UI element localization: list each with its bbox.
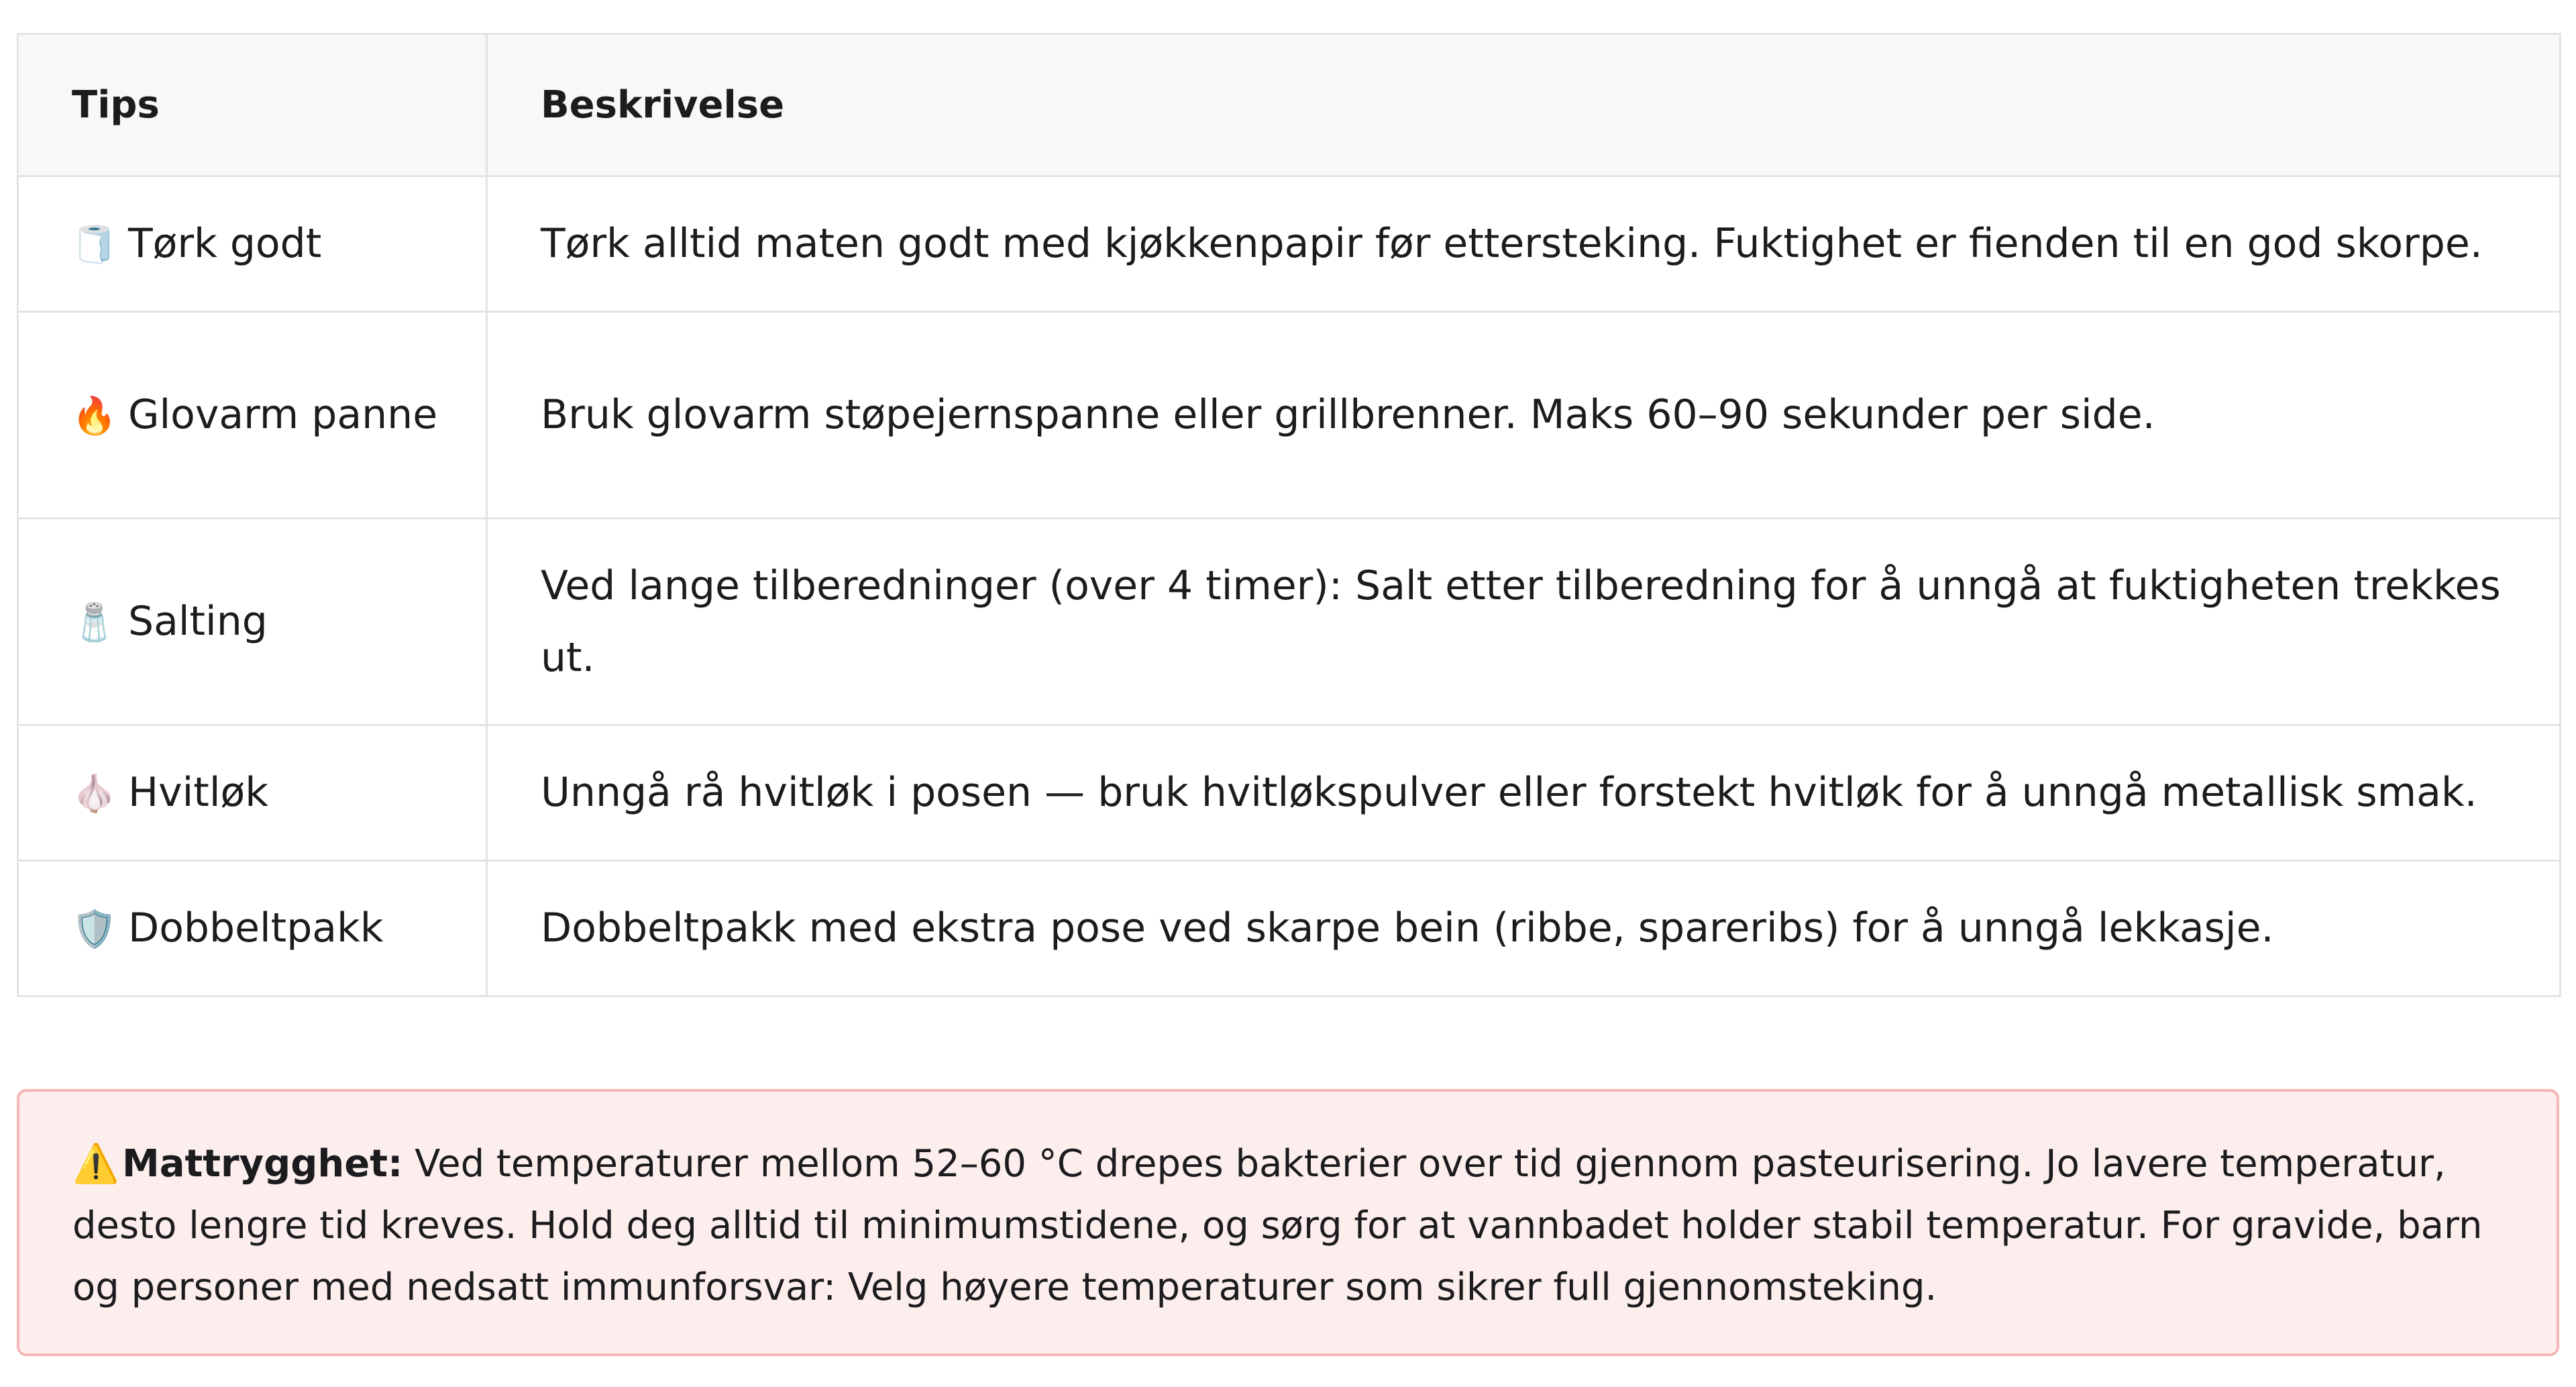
description-cell: Ved lange tilberedninger (over 4 timer): Salt etter tilberedning for å unngå at fuktigheten trekkes ut. bbox=[487, 519, 2561, 725]
tip-cell bbox=[18, 312, 487, 519]
column-header-tips: Tips bbox=[18, 34, 487, 176]
table-row bbox=[18, 519, 2561, 725]
tip-label: Tørk godt bbox=[128, 219, 322, 267]
tip-cell bbox=[18, 519, 487, 725]
paper-roll-icon: 🧻 bbox=[72, 223, 117, 266]
description-cell: Tørk alltid maten godt med kjøkkenpapir før ettersteking. Fuktighet er fienden til en god skorpe. bbox=[487, 176, 2561, 312]
description-cell: Unngå rå hvitløk i posen — bruk hvitløkspulver eller forstekt hvitløk for å unngå metallisk smak. bbox=[487, 725, 2561, 861]
tip-cell bbox=[18, 725, 487, 861]
column-header-description: Beskrivelse bbox=[487, 34, 2561, 176]
salt-shaker-icon: 🧂 bbox=[72, 601, 117, 644]
tip-label: Hvitløk bbox=[128, 768, 268, 816]
alert-text: Ved temperaturer mellom 52–60 °C drepes bakterier over tid gjennom pasteurisering. Jo lavere temperatur, desto lengre tid kreves. Hold deg alltid til minimumstidene, og sørg for at vannbadet holder stabil temperatur. For gravide, barn og personer med nedsatt immunforsvar: Velg høyere temperaturer som sikrer full gjennomsteking. bbox=[72, 1142, 2483, 1309]
tip-label: Glovarm panne bbox=[128, 391, 438, 438]
garlic-icon: 🧄 bbox=[72, 772, 117, 815]
warning-icon: ⚠️ bbox=[72, 1142, 119, 1186]
tip-cell bbox=[18, 176, 487, 312]
alert-title: Mattrygghet: bbox=[122, 1142, 403, 1186]
table-row bbox=[18, 861, 2561, 996]
food-safety-alert bbox=[17, 1089, 2559, 1356]
tip-label: Salting bbox=[128, 597, 268, 645]
table-header-row bbox=[18, 34, 2561, 176]
description-cell: Dobbeltpakk med ekstra pose ved skarpe bein (ribbe, spareribs) for å unngå lekkasje. bbox=[487, 861, 2561, 996]
tip-label: Dobbeltpakk bbox=[128, 904, 384, 952]
tip-cell bbox=[18, 861, 487, 996]
table-row bbox=[18, 725, 2561, 861]
table-row bbox=[18, 312, 2561, 519]
fire-icon: 🔥 bbox=[72, 394, 117, 437]
table-row bbox=[18, 176, 2561, 312]
tips-table bbox=[17, 33, 2561, 997]
shield-icon: 🛡️ bbox=[72, 907, 117, 950]
description-cell: Bruk glovarm støpejernspanne eller grillbrenner. Maks 60–90 sekunder per side. bbox=[487, 312, 2561, 519]
